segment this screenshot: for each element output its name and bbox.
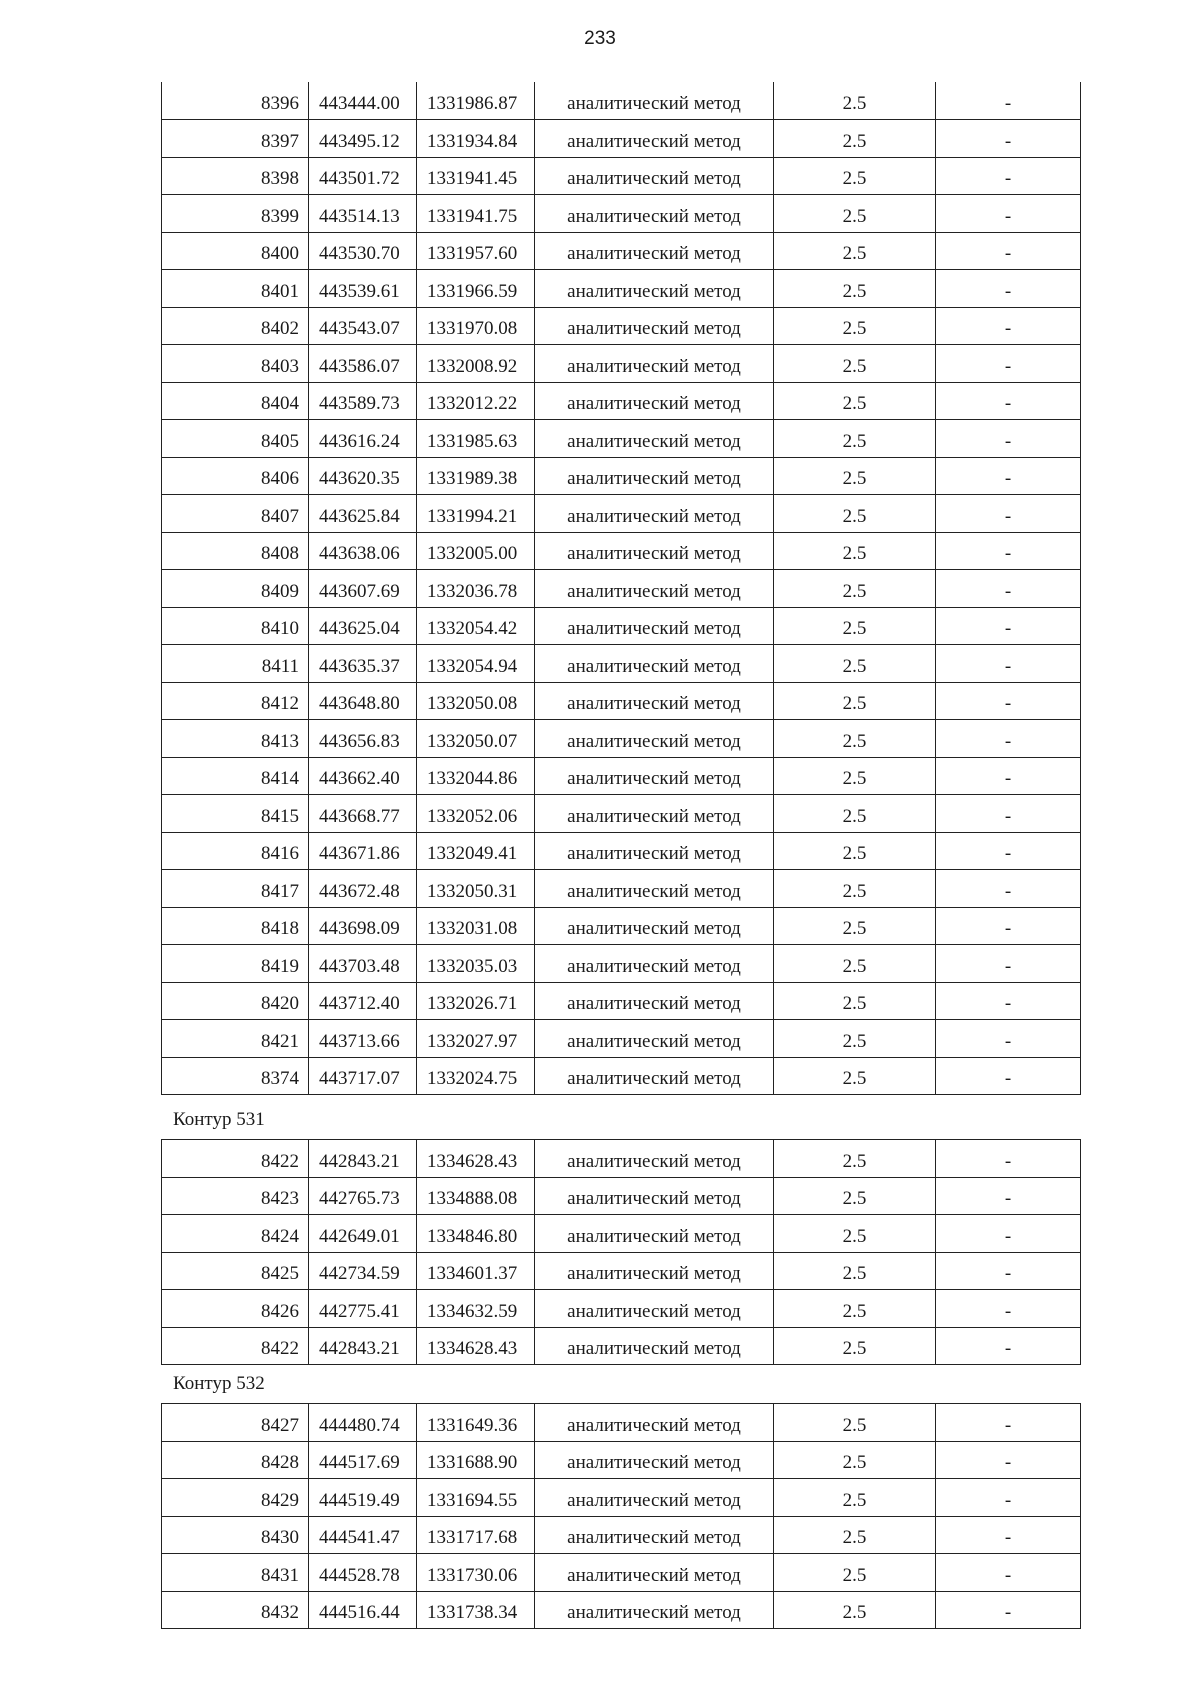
cell-x-coordinate: 443589.73 (309, 382, 417, 420)
cell-description: - (936, 1479, 1081, 1517)
cell-x-coordinate: 443607.69 (309, 570, 417, 608)
cell-x-coordinate: 444528.78 (309, 1554, 417, 1592)
cell-description: - (936, 757, 1081, 795)
cell-accuracy: 2.5 (774, 1327, 936, 1365)
table-row (162, 195, 1081, 233)
cell-accuracy: 2.5 (774, 382, 936, 420)
cell-y-coordinate: 1332044.86 (417, 757, 535, 795)
cell-y-coordinate: 1332026.71 (417, 982, 535, 1020)
cell-y-coordinate: 1331941.75 (417, 195, 535, 233)
page-number: 233 (584, 28, 616, 49)
cell-accuracy: 2.5 (774, 982, 936, 1020)
cell-description: - (936, 1441, 1081, 1479)
table-row (162, 1516, 1081, 1554)
cell-accuracy: 2.5 (774, 345, 936, 383)
cell-point-number: 8405 (162, 420, 309, 458)
cell-description: - (936, 1140, 1081, 1178)
table-row (162, 945, 1081, 983)
cell-y-coordinate: 1331989.38 (417, 457, 535, 495)
cell-x-coordinate: 443495.12 (309, 120, 417, 158)
cell-description: - (936, 607, 1081, 645)
cell-description: - (936, 795, 1081, 833)
cell-y-coordinate: 1331966.59 (417, 270, 535, 308)
cell-description: - (936, 1177, 1081, 1215)
cell-x-coordinate: 443648.80 (309, 682, 417, 720)
cell-y-coordinate: 1332008.92 (417, 345, 535, 383)
cell-method: аналитический метод (535, 307, 774, 345)
cell-y-coordinate: 1334601.37 (417, 1252, 535, 1290)
cell-y-coordinate: 1331649.36 (417, 1404, 535, 1442)
cell-accuracy: 2.5 (774, 420, 936, 458)
cell-point-number: 8420 (162, 982, 309, 1020)
cell-method: аналитический метод (535, 1020, 774, 1058)
cell-point-number: 8413 (162, 720, 309, 758)
cell-x-coordinate: 443668.77 (309, 795, 417, 833)
cell-y-coordinate: 1332054.94 (417, 645, 535, 683)
cell-y-coordinate: 1332024.75 (417, 1057, 535, 1095)
cell-y-coordinate: 1332050.31 (417, 870, 535, 908)
cell-point-number: 8374 (162, 1057, 309, 1095)
cell-description: - (936, 1020, 1081, 1058)
cell-method: аналитический метод (535, 1479, 774, 1517)
cell-description: - (936, 495, 1081, 533)
cell-point-number: 8402 (162, 307, 309, 345)
cell-accuracy: 2.5 (774, 1290, 936, 1328)
cell-method: аналитический метод (535, 82, 774, 120)
cell-method: аналитический метод (535, 720, 774, 758)
cell-accuracy: 2.5 (774, 757, 936, 795)
cell-point-number: 8419 (162, 945, 309, 983)
cell-point-number: 8429 (162, 1479, 309, 1517)
cell-x-coordinate: 443656.83 (309, 720, 417, 758)
cell-description: - (936, 1057, 1081, 1095)
cell-description: - (936, 1404, 1081, 1442)
cell-point-number: 8412 (162, 682, 309, 720)
table-row (162, 982, 1081, 1020)
cell-description: - (936, 157, 1081, 195)
cell-description: - (936, 1215, 1081, 1253)
table-row (162, 1404, 1081, 1442)
table-row (162, 1441, 1081, 1479)
cell-method: аналитический метод (535, 1290, 774, 1328)
cell-x-coordinate: 444480.74 (309, 1404, 417, 1442)
table-row (162, 907, 1081, 945)
table-row (162, 1327, 1081, 1365)
table-row (162, 570, 1081, 608)
cell-accuracy: 2.5 (774, 1177, 936, 1215)
cell-point-number: 8425 (162, 1252, 309, 1290)
cell-x-coordinate: 442765.73 (309, 1177, 417, 1215)
table-row (162, 1252, 1081, 1290)
cell-y-coordinate: 1331738.34 (417, 1591, 535, 1629)
cell-method: аналитический метод (535, 420, 774, 458)
cell-accuracy: 2.5 (774, 1479, 936, 1517)
cell-y-coordinate: 1334888.08 (417, 1177, 535, 1215)
coordinates-table-contour-532 (161, 1403, 1080, 1629)
cell-description: - (936, 870, 1081, 908)
cell-accuracy: 2.5 (774, 645, 936, 683)
cell-description: - (936, 1252, 1081, 1290)
cell-x-coordinate: 443638.06 (309, 532, 417, 570)
cell-description: - (936, 682, 1081, 720)
cell-accuracy: 2.5 (774, 607, 936, 645)
cell-x-coordinate: 443717.07 (309, 1057, 417, 1095)
cell-y-coordinate: 1331985.63 (417, 420, 535, 458)
cell-description: - (936, 457, 1081, 495)
cell-description: - (936, 195, 1081, 233)
cell-description: - (936, 570, 1081, 608)
cell-method: аналитический метод (535, 270, 774, 308)
cell-point-number: 8423 (162, 1177, 309, 1215)
table-row (162, 1479, 1081, 1517)
cell-method: аналитический метод (535, 232, 774, 270)
cell-y-coordinate: 1331934.84 (417, 120, 535, 158)
cell-point-number: 8422 (162, 1327, 309, 1365)
cell-accuracy: 2.5 (774, 945, 936, 983)
cell-x-coordinate: 444541.47 (309, 1516, 417, 1554)
cell-accuracy: 2.5 (774, 682, 936, 720)
cell-x-coordinate: 442843.21 (309, 1327, 417, 1365)
table-row (162, 82, 1081, 120)
cell-point-number: 8414 (162, 757, 309, 795)
cell-point-number: 8410 (162, 607, 309, 645)
cell-description: - (936, 645, 1081, 683)
cell-point-number: 8426 (162, 1290, 309, 1328)
table-row (162, 457, 1081, 495)
cell-y-coordinate: 1332052.06 (417, 795, 535, 833)
cell-point-number: 8406 (162, 457, 309, 495)
cell-point-number: 8416 (162, 832, 309, 870)
cell-accuracy: 2.5 (774, 1020, 936, 1058)
cell-y-coordinate: 1332036.78 (417, 570, 535, 608)
cell-accuracy: 2.5 (774, 457, 936, 495)
cell-accuracy: 2.5 (774, 270, 936, 308)
cell-method: аналитический метод (535, 945, 774, 983)
cell-accuracy: 2.5 (774, 1140, 936, 1178)
cell-x-coordinate: 443543.07 (309, 307, 417, 345)
table-row (162, 270, 1081, 308)
cell-point-number: 8432 (162, 1591, 309, 1629)
cell-accuracy: 2.5 (774, 795, 936, 833)
cell-x-coordinate: 443530.70 (309, 232, 417, 270)
cell-x-coordinate: 443625.04 (309, 607, 417, 645)
cell-y-coordinate: 1331970.08 (417, 307, 535, 345)
cell-y-coordinate: 1331941.45 (417, 157, 535, 195)
cell-y-coordinate: 1332005.00 (417, 532, 535, 570)
cell-x-coordinate: 443672.48 (309, 870, 417, 908)
cell-method: аналитический метод (535, 907, 774, 945)
cell-description: - (936, 420, 1081, 458)
cell-method: аналитический метод (535, 1516, 774, 1554)
cell-method: аналитический метод (535, 345, 774, 383)
cell-y-coordinate: 1332050.08 (417, 682, 535, 720)
cell-method: аналитический метод (535, 795, 774, 833)
cell-method: аналитический метод (535, 870, 774, 908)
cell-description: - (936, 270, 1081, 308)
cell-description: - (936, 1290, 1081, 1328)
coordinates-table (161, 1139, 1081, 1365)
cell-point-number: 8415 (162, 795, 309, 833)
cell-accuracy: 2.5 (774, 1057, 936, 1095)
table-row (162, 832, 1081, 870)
cell-method: аналитический метод (535, 682, 774, 720)
table-row (162, 157, 1081, 195)
cell-method: аналитический метод (535, 982, 774, 1020)
cell-accuracy: 2.5 (774, 720, 936, 758)
table-row (162, 1554, 1081, 1592)
cell-x-coordinate: 442649.01 (309, 1215, 417, 1253)
cell-y-coordinate: 1334632.59 (417, 1290, 535, 1328)
cell-x-coordinate: 442843.21 (309, 1140, 417, 1178)
cell-x-coordinate: 443635.37 (309, 645, 417, 683)
cell-point-number: 8427 (162, 1404, 309, 1442)
cell-x-coordinate: 442734.59 (309, 1252, 417, 1290)
cell-method: аналитический метод (535, 1177, 774, 1215)
cell-method: аналитический метод (535, 570, 774, 608)
cell-x-coordinate: 442775.41 (309, 1290, 417, 1328)
cell-accuracy: 2.5 (774, 832, 936, 870)
cell-accuracy: 2.5 (774, 1441, 936, 1479)
cell-point-number: 8407 (162, 495, 309, 533)
cell-x-coordinate: 444516.44 (309, 1591, 417, 1629)
cell-accuracy: 2.5 (774, 232, 936, 270)
cell-point-number: 8422 (162, 1140, 309, 1178)
cell-description: - (936, 345, 1081, 383)
table-row (162, 607, 1081, 645)
cell-y-coordinate: 1331986.87 (417, 82, 535, 120)
cell-method: аналитический метод (535, 1327, 774, 1365)
table-row (162, 532, 1081, 570)
cell-method: аналитический метод (535, 1215, 774, 1253)
cell-accuracy: 2.5 (774, 870, 936, 908)
cell-y-coordinate: 1331994.21 (417, 495, 535, 533)
cell-point-number: 8411 (162, 645, 309, 683)
cell-point-number: 8409 (162, 570, 309, 608)
cell-description: - (936, 907, 1081, 945)
cell-x-coordinate: 443501.72 (309, 157, 417, 195)
cell-point-number: 8403 (162, 345, 309, 383)
table-row (162, 1057, 1081, 1095)
cell-point-number: 8418 (162, 907, 309, 945)
cell-method: аналитический метод (535, 1554, 774, 1592)
cell-x-coordinate: 443616.24 (309, 420, 417, 458)
cell-method: аналитический метод (535, 645, 774, 683)
coordinates-table (161, 82, 1081, 1095)
table-row (162, 120, 1081, 158)
coordinates-table-contour-531 (161, 1139, 1080, 1365)
table-row (162, 682, 1081, 720)
table-row (162, 870, 1081, 908)
table-row (162, 1177, 1081, 1215)
cell-method: аналитический метод (535, 1140, 774, 1178)
cell-accuracy: 2.5 (774, 907, 936, 945)
cell-method: аналитический метод (535, 457, 774, 495)
coordinates-table-continued (161, 82, 1080, 1095)
cell-x-coordinate: 443671.86 (309, 832, 417, 870)
cell-x-coordinate: 443444.00 (309, 82, 417, 120)
cell-y-coordinate: 1332027.97 (417, 1020, 535, 1058)
cell-y-coordinate: 1332031.08 (417, 907, 535, 945)
cell-method: аналитический метод (535, 1591, 774, 1629)
cell-accuracy: 2.5 (774, 532, 936, 570)
cell-accuracy: 2.5 (774, 1252, 936, 1290)
cell-point-number: 8400 (162, 232, 309, 270)
table-row (162, 345, 1081, 383)
cell-description: - (936, 532, 1081, 570)
cell-x-coordinate: 443620.35 (309, 457, 417, 495)
cell-method: аналитический метод (535, 495, 774, 533)
cell-description: - (936, 1516, 1081, 1554)
cell-y-coordinate: 1332050.07 (417, 720, 535, 758)
cell-x-coordinate: 443713.66 (309, 1020, 417, 1058)
table-row (162, 1215, 1081, 1253)
table-row (162, 1290, 1081, 1328)
cell-description: - (936, 1591, 1081, 1629)
cell-x-coordinate: 443703.48 (309, 945, 417, 983)
cell-description: - (936, 307, 1081, 345)
cell-x-coordinate: 443539.61 (309, 270, 417, 308)
cell-y-coordinate: 1334628.43 (417, 1140, 535, 1178)
cell-description: - (936, 382, 1081, 420)
cell-y-coordinate: 1331957.60 (417, 232, 535, 270)
cell-x-coordinate: 443625.84 (309, 495, 417, 533)
table-row (162, 495, 1081, 533)
cell-description: - (936, 832, 1081, 870)
cell-y-coordinate: 1331688.90 (417, 1441, 535, 1479)
cell-point-number: 8399 (162, 195, 309, 233)
cell-point-number: 8417 (162, 870, 309, 908)
cell-method: аналитический метод (535, 1057, 774, 1095)
cell-point-number: 8424 (162, 1215, 309, 1253)
cell-accuracy: 2.5 (774, 82, 936, 120)
contour-label: Контур 531 (173, 1109, 265, 1130)
cell-point-number: 8428 (162, 1441, 309, 1479)
cell-method: аналитический метод (535, 157, 774, 195)
cell-y-coordinate: 1332054.42 (417, 607, 535, 645)
table-row (162, 1140, 1081, 1178)
cell-accuracy: 2.5 (774, 1215, 936, 1253)
cell-y-coordinate: 1332035.03 (417, 945, 535, 983)
cell-point-number: 8421 (162, 1020, 309, 1058)
cell-method: аналитический метод (535, 532, 774, 570)
cell-x-coordinate: 443586.07 (309, 345, 417, 383)
cell-point-number: 8397 (162, 120, 309, 158)
cell-x-coordinate: 443698.09 (309, 907, 417, 945)
cell-description: - (936, 120, 1081, 158)
cell-x-coordinate: 444517.69 (309, 1441, 417, 1479)
cell-accuracy: 2.5 (774, 120, 936, 158)
cell-method: аналитический метод (535, 607, 774, 645)
cell-y-coordinate: 1331717.68 (417, 1516, 535, 1554)
cell-description: - (936, 232, 1081, 270)
cell-point-number: 8404 (162, 382, 309, 420)
cell-point-number: 8401 (162, 270, 309, 308)
contour-label: Контур 532 (173, 1373, 265, 1394)
cell-method: аналитический метод (535, 1441, 774, 1479)
cell-accuracy: 2.5 (774, 1591, 936, 1629)
cell-method: аналитический метод (535, 382, 774, 420)
cell-description: - (936, 82, 1081, 120)
cell-y-coordinate: 1331730.06 (417, 1554, 535, 1592)
cell-point-number: 8431 (162, 1554, 309, 1592)
cell-method: аналитический метод (535, 120, 774, 158)
cell-method: аналитический метод (535, 832, 774, 870)
cell-method: аналитический метод (535, 1252, 774, 1290)
cell-method: аналитический метод (535, 195, 774, 233)
cell-y-coordinate: 1332049.41 (417, 832, 535, 870)
cell-description: - (936, 1554, 1081, 1592)
table-row (162, 795, 1081, 833)
table-row (162, 382, 1081, 420)
cell-accuracy: 2.5 (774, 570, 936, 608)
table-row (162, 1591, 1081, 1629)
cell-accuracy: 2.5 (774, 1404, 936, 1442)
cell-accuracy: 2.5 (774, 195, 936, 233)
cell-x-coordinate: 443712.40 (309, 982, 417, 1020)
cell-description: - (936, 945, 1081, 983)
table-row (162, 645, 1081, 683)
cell-method: аналитический метод (535, 1404, 774, 1442)
cell-description: - (936, 720, 1081, 758)
cell-y-coordinate: 1334846.80 (417, 1215, 535, 1253)
cell-description: - (936, 982, 1081, 1020)
cell-y-coordinate: 1331694.55 (417, 1479, 535, 1517)
cell-accuracy: 2.5 (774, 495, 936, 533)
cell-method: аналитический метод (535, 757, 774, 795)
cell-x-coordinate: 443514.13 (309, 195, 417, 233)
cell-point-number: 8408 (162, 532, 309, 570)
coordinates-table (161, 1403, 1081, 1629)
cell-x-coordinate: 443662.40 (309, 757, 417, 795)
cell-point-number: 8430 (162, 1516, 309, 1554)
cell-accuracy: 2.5 (774, 1554, 936, 1592)
table-row (162, 232, 1081, 270)
cell-accuracy: 2.5 (774, 1516, 936, 1554)
table-row (162, 720, 1081, 758)
table-row (162, 1020, 1081, 1058)
table-row (162, 307, 1081, 345)
cell-point-number: 8396 (162, 82, 309, 120)
cell-y-coordinate: 1332012.22 (417, 382, 535, 420)
cell-x-coordinate: 444519.49 (309, 1479, 417, 1517)
cell-accuracy: 2.5 (774, 157, 936, 195)
cell-y-coordinate: 1334628.43 (417, 1327, 535, 1365)
cell-accuracy: 2.5 (774, 307, 936, 345)
table-row (162, 420, 1081, 458)
table-row (162, 757, 1081, 795)
cell-description: - (936, 1327, 1081, 1365)
cell-point-number: 8398 (162, 157, 309, 195)
